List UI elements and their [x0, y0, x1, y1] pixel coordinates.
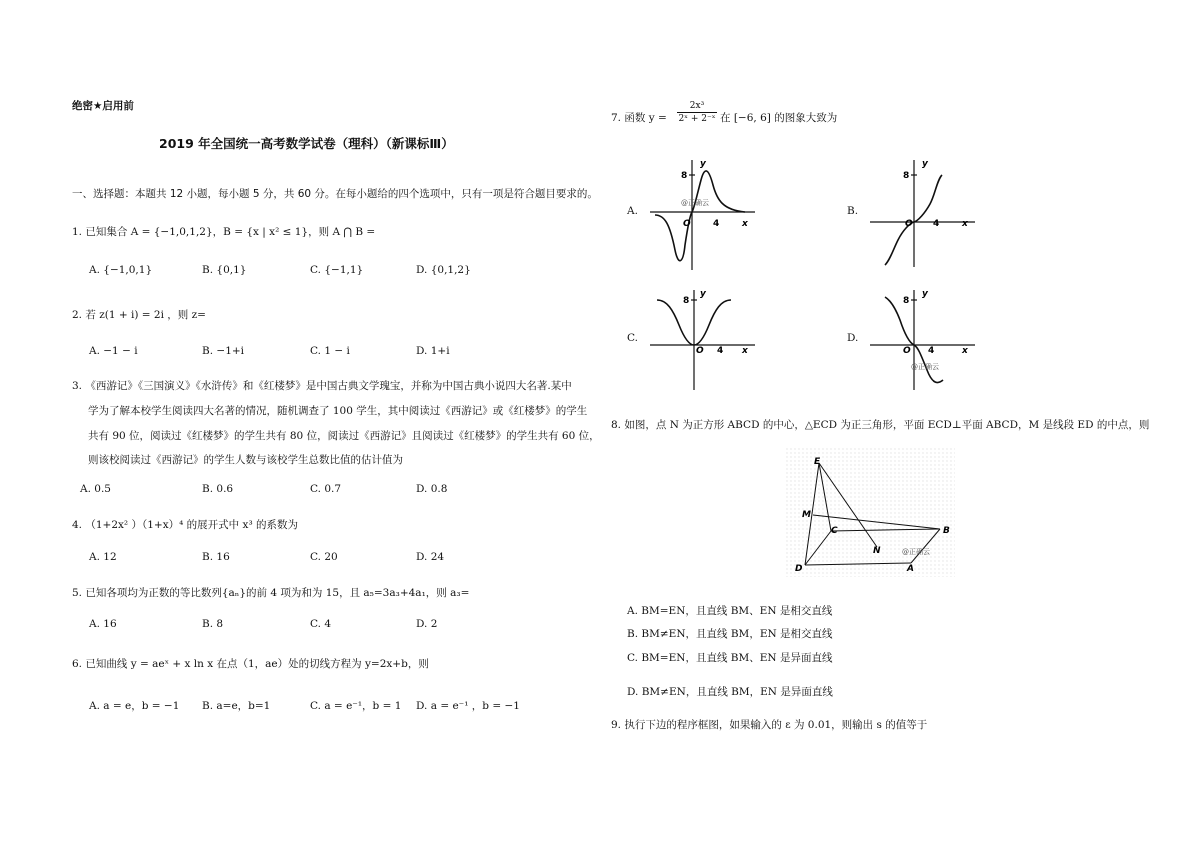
- tick-8: 8: [903, 171, 910, 181]
- q5-option-a: A. 16: [89, 618, 117, 630]
- q8-figure: [785, 447, 955, 577]
- watermark: @正确云: [902, 548, 930, 556]
- origin: O: [903, 346, 911, 356]
- tick-4: 4: [928, 346, 935, 356]
- q1-option-d: D. {0,1,2}: [416, 264, 471, 276]
- q8-option-c: C. BM=EN，且直线 BM、EN 是异面直线: [627, 652, 833, 664]
- q4-option-a: A. 12: [89, 551, 117, 563]
- tick-8: 8: [903, 296, 910, 306]
- q7-graph-a: [645, 155, 760, 275]
- point-D: D: [795, 564, 803, 574]
- tick-8: 8: [681, 171, 688, 181]
- curve: [655, 171, 745, 261]
- q3-option-b: B. 0.6: [202, 483, 234, 495]
- point-N: N: [873, 546, 881, 556]
- q2-option-d: D. 1+i: [416, 345, 450, 357]
- q7-label-d: D.: [847, 332, 859, 344]
- q7-label-b: B.: [847, 205, 859, 217]
- point-A: A: [907, 564, 914, 574]
- q4-stem: 4. （1+2x² ）（1+x）⁴ 的展开式中 x³ 的系数为: [72, 519, 298, 531]
- q7-prefix: 7. 函数 y =: [611, 112, 667, 124]
- q1-option-a: A. {−1,0,1}: [89, 264, 153, 276]
- q3-option-c: C. 0.7: [310, 483, 342, 495]
- q8-option-a: A. BM=EN，且直线 BM、EN 是相交直线: [627, 605, 833, 617]
- y-label: y: [700, 289, 706, 299]
- q1-stem: 1. 已知集合 A = {−1,0,1,2}，B = {x | x² ≤ 1}，则 A ⋂ B =: [72, 226, 376, 238]
- tick-4: 4: [713, 219, 720, 229]
- q3-line-1: 3. 《西游记》《三国演义》《水浒传》和《红楼梦》是中国古典文学瑰宝，并称为中国古典小说四大名著.某中: [72, 380, 572, 392]
- x-label: x: [962, 346, 968, 356]
- q3-line-2: 学为了解本校学生阅读四大名著的情况，随机调查了 100 学生，其中阅读过《西游记》或《红楼梦》的学生: [88, 405, 588, 417]
- q5-option-c: C. 4: [310, 618, 332, 630]
- y-label: y: [700, 159, 706, 169]
- origin: O: [683, 219, 691, 229]
- q9-stem: 9. 执行下边的程序框图，如果输入的 ε 为 0.01，则输出 s 的值等于: [611, 719, 928, 731]
- q3-option-d: D. 0.8: [416, 483, 448, 495]
- origin: O: [696, 346, 704, 356]
- q3-line-4: 则该校阅读过《西游记》的学生人数与该校学生总数比值的估计值为: [88, 454, 403, 466]
- q4-option-d: D. 24: [416, 551, 445, 563]
- confidential-label: 绝密★启用前: [72, 100, 134, 112]
- q6-option-b: B. a=e，b=1: [202, 700, 271, 712]
- q6-option-d: D. a = e⁻¹ ，b = −1: [416, 700, 520, 712]
- section-heading: 一、选择题：本题共 12 小题，每小题 5 分，共 60 分。在每小题给的四个选项中，只有一项是符合题目要求的。: [72, 188, 598, 200]
- point-E: E: [814, 457, 821, 467]
- page-title: 2019 年全国统一高考数学试卷（理科）（新课标Ⅲ）: [159, 136, 454, 151]
- q5-option-b: B. 8: [202, 618, 224, 630]
- q5-option-d: D. 2: [416, 618, 438, 630]
- point-M: M: [802, 510, 811, 520]
- y-label: y: [922, 159, 928, 169]
- point-B: B: [943, 526, 950, 536]
- q3-option-a: A. 0.5: [80, 483, 111, 495]
- x-label: x: [962, 219, 968, 229]
- q7-label-a: A.: [627, 205, 638, 217]
- q6-option-c: C. a = e⁻¹，b = 1: [310, 700, 402, 712]
- origin: O: [905, 219, 913, 229]
- watermark: @正确云: [681, 199, 709, 207]
- tick-8: 8: [683, 296, 690, 306]
- tick-4: 4: [933, 219, 940, 229]
- q5-stem: 5. 已知各项均为正数的等比数列{aₙ}的前 4 项为和为 15，且 a₅=3a₃+4a₁，则 a₃=: [72, 587, 470, 599]
- q8-option-d: D. BM≠EN，且直线 BM，EN 是异面直线: [627, 686, 833, 698]
- tick-4: 4: [717, 346, 724, 356]
- x-label: x: [742, 346, 748, 356]
- q6-stem: 6. 已知曲线 y = aeˣ + x ln x 在点（1，ae）处的切线方程为 y=2x+b，则: [72, 658, 429, 670]
- q7-suffix: 在 [−6, 6] 的图象大致为: [720, 112, 838, 124]
- q7-fraction: [677, 101, 717, 124]
- q4-option-b: B. 16: [202, 551, 230, 563]
- q7-graph-d: [865, 285, 980, 395]
- y-label: y: [922, 289, 928, 299]
- point-C: C: [831, 526, 838, 536]
- q1-option-c: C. {−1,1}: [310, 264, 364, 276]
- q2-option-a: A. −1 − i: [89, 345, 138, 357]
- q2-option-c: C. 1 − i: [310, 345, 350, 357]
- q2-stem: 2. 若 z(1 + i) = 2i ，则 z=: [72, 309, 206, 321]
- q2-option-b: B. −1+i: [202, 345, 245, 357]
- watermark: @正确云: [911, 363, 939, 371]
- q1-option-b: B. {0,1}: [202, 264, 247, 276]
- q8-stem: 8. 如图，点 N 为正方形 ABCD 的中心，△ECD 为正三角形，平面 ECD⊥平面 ABCD，M 是线段 ED 的中点，则: [611, 419, 1150, 431]
- q4-option-c: C. 20: [310, 551, 338, 563]
- q8-option-b: B. BM≠EN，且直线 BM，EN 是相交直线: [627, 628, 833, 640]
- q7-graph-c: [645, 285, 760, 395]
- q3-line-3: 共有 90 位，阅读过《红楼梦》的学生共有 80 位，阅读过《西游记》且阅读过《红楼梦》的学生共有 60 位，: [88, 430, 600, 442]
- q7-graph-b: [865, 155, 980, 275]
- q7-denominator: 2ˣ + 2⁻ˣ: [678, 114, 716, 124]
- x-label: x: [742, 219, 748, 229]
- q7-numerator: 2x³: [677, 101, 717, 113]
- q7-label-c: C.: [627, 332, 638, 344]
- q6-option-a: A. a = e，b = −1: [89, 700, 180, 712]
